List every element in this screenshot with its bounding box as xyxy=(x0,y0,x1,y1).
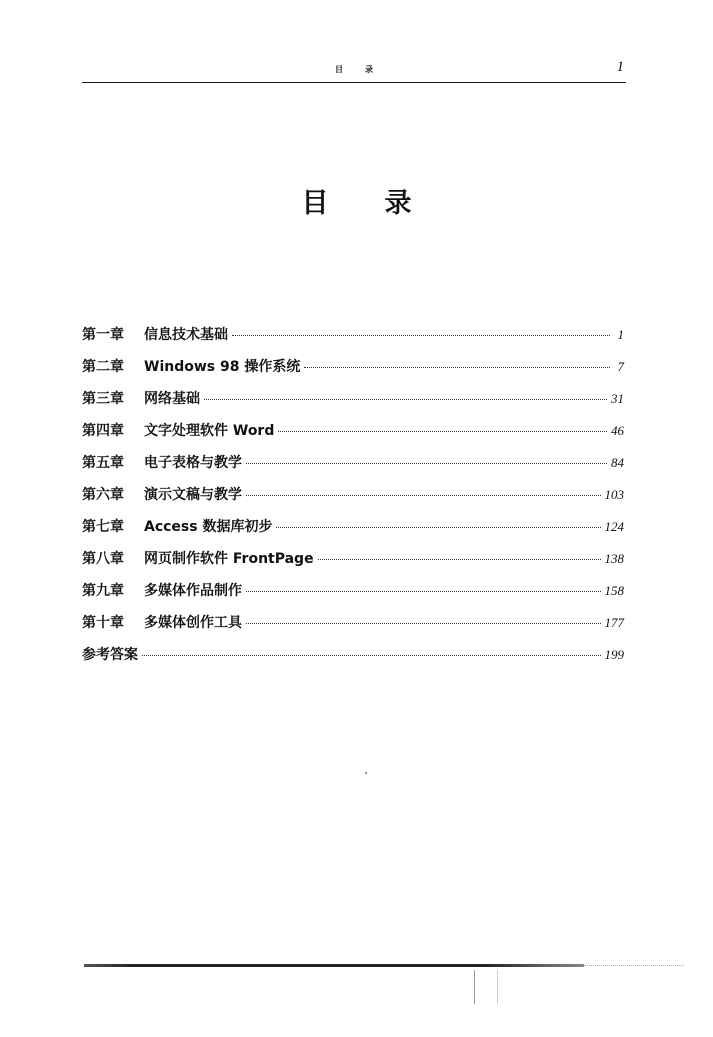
toc-entry-answers[interactable] xyxy=(82,644,624,676)
page-reference: 158 xyxy=(604,583,624,598)
page-reference: 84 xyxy=(611,455,624,470)
toc-entry[interactable] xyxy=(82,548,624,580)
chapter-title: 演示文稿与教学 xyxy=(144,487,242,503)
toc-entry[interactable] xyxy=(82,516,624,548)
chapter-number: 第二章 xyxy=(82,359,124,375)
running-header xyxy=(82,56,626,83)
chapter-title: 文字处理软件 Word xyxy=(144,423,275,439)
bottom-rule xyxy=(84,964,584,967)
chapter-title: 网络基础 xyxy=(144,391,200,407)
dot-leader xyxy=(142,654,601,656)
chapter-number: 第七章 xyxy=(82,519,124,535)
dot-leader xyxy=(318,558,601,560)
page-number: 1 xyxy=(616,59,624,75)
dot-leader xyxy=(246,590,601,592)
dot-leader xyxy=(276,526,600,528)
chapter-title: 参考答案 xyxy=(82,647,138,663)
toc-entry[interactable] xyxy=(82,420,624,452)
bottom-rule-tail xyxy=(584,965,684,967)
dot-leader xyxy=(246,622,601,624)
dot-leader xyxy=(204,398,607,400)
toc-entry[interactable] xyxy=(82,484,624,516)
toc-entry[interactable] xyxy=(82,356,624,388)
running-title: 目录 xyxy=(335,65,395,74)
page-reference: 103 xyxy=(604,487,624,502)
dot-leader xyxy=(304,366,610,368)
page-reference: 138 xyxy=(604,551,624,566)
page-reference: 31 xyxy=(611,391,624,406)
page-reference: 199 xyxy=(604,647,624,662)
chapter-title: 电子表格与教学 xyxy=(144,455,242,471)
chapter-title: Windows 98 操作系统 xyxy=(144,359,301,375)
chapter-number: 第九章 xyxy=(82,583,124,599)
page-reference: 46 xyxy=(611,423,624,438)
toc-entry[interactable] xyxy=(82,612,624,644)
page-title: 目录 xyxy=(301,188,468,219)
toc-entry[interactable] xyxy=(82,324,624,356)
chapter-title: 信息技术基础 xyxy=(144,327,228,343)
toc-entry[interactable] xyxy=(82,580,624,612)
chapter-title: Access 数据库初步 xyxy=(144,519,273,535)
toc-entry[interactable] xyxy=(82,452,624,484)
page-reference: 7 xyxy=(617,359,624,374)
chapter-title: 多媒体创作工具 xyxy=(144,615,242,631)
chapter-number: 第一章 xyxy=(82,327,124,343)
scan-fold-mark xyxy=(474,970,498,1004)
chapter-number: 第五章 xyxy=(82,455,124,471)
dot-leader xyxy=(246,494,601,496)
chapter-number: 第六章 xyxy=(82,487,124,503)
dot-leader xyxy=(278,430,607,432)
chapter-number: 第四章 xyxy=(82,423,124,439)
page-reference: 177 xyxy=(604,615,624,630)
scan-speck xyxy=(365,772,367,774)
chapter-title: 多媒体作品制作 xyxy=(144,583,242,599)
chapter-number: 第十章 xyxy=(82,615,124,631)
table-of-contents xyxy=(82,324,624,676)
page-reference: 124 xyxy=(604,519,624,534)
chapter-title: 网页制作软件 FrontPage xyxy=(144,551,314,567)
dot-leader xyxy=(232,334,610,336)
chapter-number: 第八章 xyxy=(82,551,124,567)
toc-entry[interactable] xyxy=(82,388,624,420)
dot-leader xyxy=(246,462,607,464)
chapter-number: 第三章 xyxy=(82,391,124,407)
page-reference: 1 xyxy=(617,327,624,342)
